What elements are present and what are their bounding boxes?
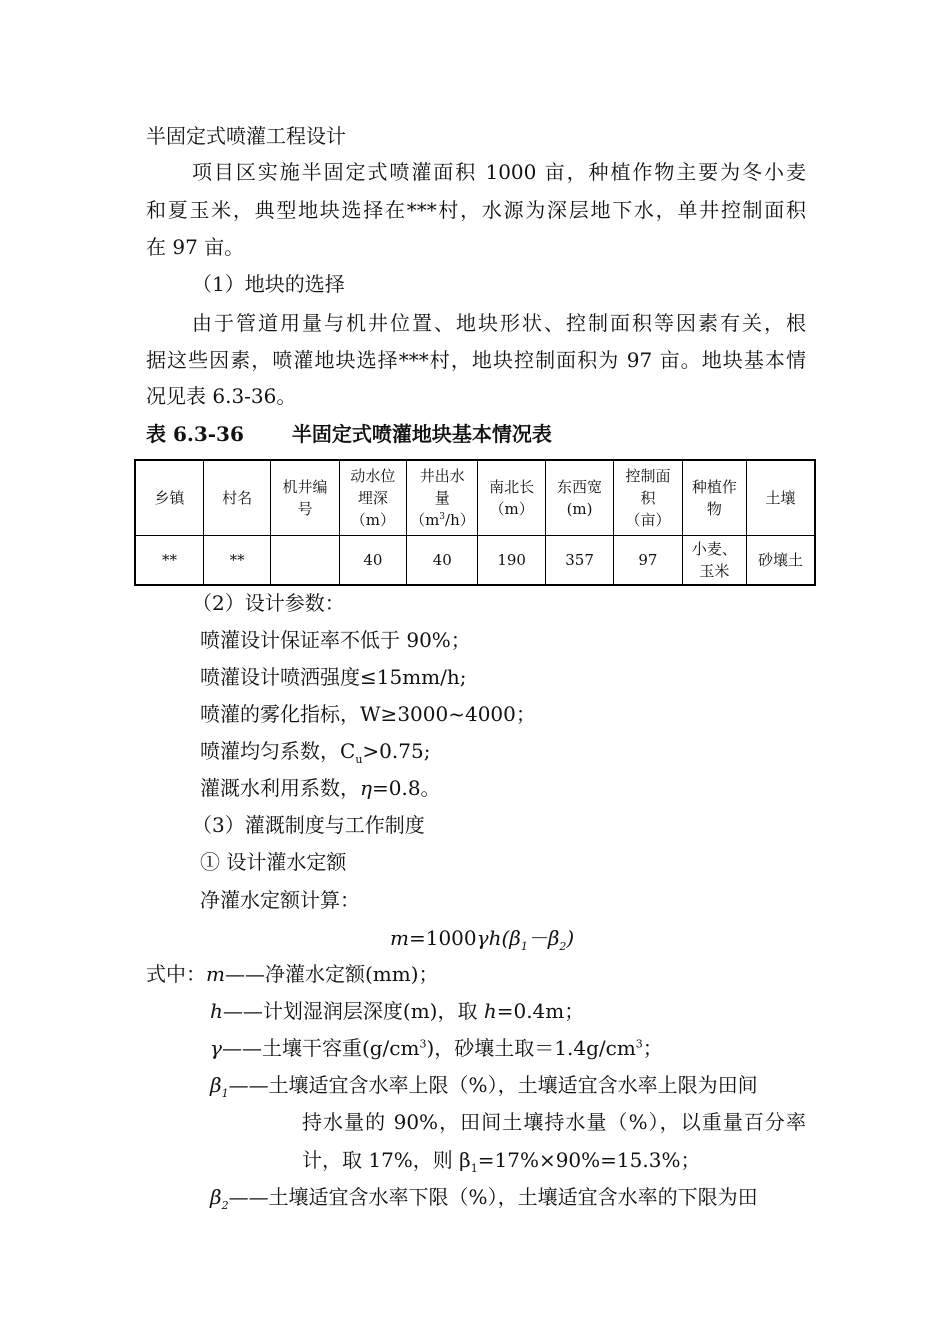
cell-township: ** <box>135 536 203 586</box>
header-soil: 土壤 <box>747 460 815 536</box>
cell-well-number <box>271 536 339 586</box>
header-well-output: 井出水 量 $(m^3/h)$ <box>407 460 478 536</box>
where-beta1-line-3: 计，取 17%，则 $\beta_1=17\%\times 90\%=15.3\%$； <box>302 1148 701 1175</box>
param-guarantee-rate: 喷灌设计保证率不低于 90%； <box>200 628 471 652</box>
cell-soil: 砂壤土 <box>747 536 815 586</box>
table-header-row <box>135 460 815 536</box>
section1-line-2: 据这些因素，喷灌地块选择***村，地块控制面积为 97 亩。地块基本情 <box>146 348 806 372</box>
section2-title: （2）设计参数： <box>192 591 345 615</box>
section1-line-3: 况见表 6.3-36。 <box>146 384 297 408</box>
param-uniformity: 喷灌均匀系数，$C_u>0.75$; <box>200 739 431 766</box>
cell-control-area: 97 <box>614 536 682 586</box>
cell-ns-length: 190 <box>478 536 545 586</box>
where-beta1-line-2: 持水量的 90%，田间土壤持水量（%），以重量百分率 <box>302 1110 806 1134</box>
cell-water-level: 40 <box>339 536 406 586</box>
header-water-level: 动水位 埋深 （m） <box>339 460 406 536</box>
header-ns-length: 南北长 （m） <box>478 460 545 536</box>
intro-line-1: 项目区实施半固定式喷灌面积 1000 亩，种植作物主要为冬小麦 <box>192 160 806 184</box>
param-spray-intensity: 喷灌设计喷洒强度≤15mm/h; <box>200 665 467 689</box>
cell-well-output: 40 <box>407 536 478 586</box>
table-title: 半固定式喷灌地块基本情况表 <box>291 422 552 446</box>
header-crops: 种植作 物 <box>682 460 746 536</box>
header-well-number: 机井编 号 <box>271 460 339 536</box>
table-row <box>135 536 815 586</box>
table-caption <box>146 422 552 446</box>
section3-subtitle: ① 设计灌水定额 <box>200 850 347 874</box>
where-beta1: $\beta_1——$土壤适宜含水率上限（%），土壤适宜含水率上限为田间 <box>210 1073 758 1100</box>
plot-info-table <box>134 459 816 586</box>
param-atomization: 喷灌的雾化指标，W≥3000~4000； <box>200 702 536 726</box>
section1-line-1: 由于管道用量与机井位置、地块形状、控制面积等因素有关，根 <box>192 311 806 335</box>
section-heading: 半固定式喷灌工程设计 <box>146 124 346 148</box>
where-beta2: $\beta_2——$土壤适宜含水率下限（%），土壤适宜含水率的下限为田 <box>210 1185 758 1212</box>
intro-line-2: 和夏玉米，典型地块选择在***村，水源为深层地下水，单井控制面积 <box>146 198 806 222</box>
intro-line-3: 在 97 亩。 <box>146 235 245 259</box>
header-township: 乡镇 <box>135 460 203 536</box>
section1-title: （1）地块的选择 <box>192 272 345 296</box>
where-gamma: γ——土壤干容重$(g/cm^3)$，砂壤土取$=1.4g/cm^3$； <box>210 1036 663 1060</box>
where-m: 式中：m——净灌水定额(mm)； <box>146 962 439 986</box>
section3-title: （3）灌溉制度与工作制度 <box>192 813 425 837</box>
param-water-use: 灌溉水利用系数，η=0.8。 <box>200 776 441 800</box>
formula: $m=1000\gamma h(\beta_1-\beta_2)$ <box>390 926 575 953</box>
table-number: 表 6.3-36 <box>146 422 244 446</box>
cell-ew-width: 357 <box>545 536 613 586</box>
header-ew-width: 东西宽 (m) <box>545 460 613 536</box>
header-control-area: 控制面 积 （亩） <box>614 460 682 536</box>
header-village: 村名 <box>203 460 270 536</box>
calc-label: 净灌水定额计算： <box>200 888 360 912</box>
where-h: h——计划湿润层深度(m)，取 h=0.4m； <box>210 999 585 1023</box>
cell-crops: 小麦、 玉米 <box>682 536 746 586</box>
cell-village: ** <box>203 536 270 586</box>
